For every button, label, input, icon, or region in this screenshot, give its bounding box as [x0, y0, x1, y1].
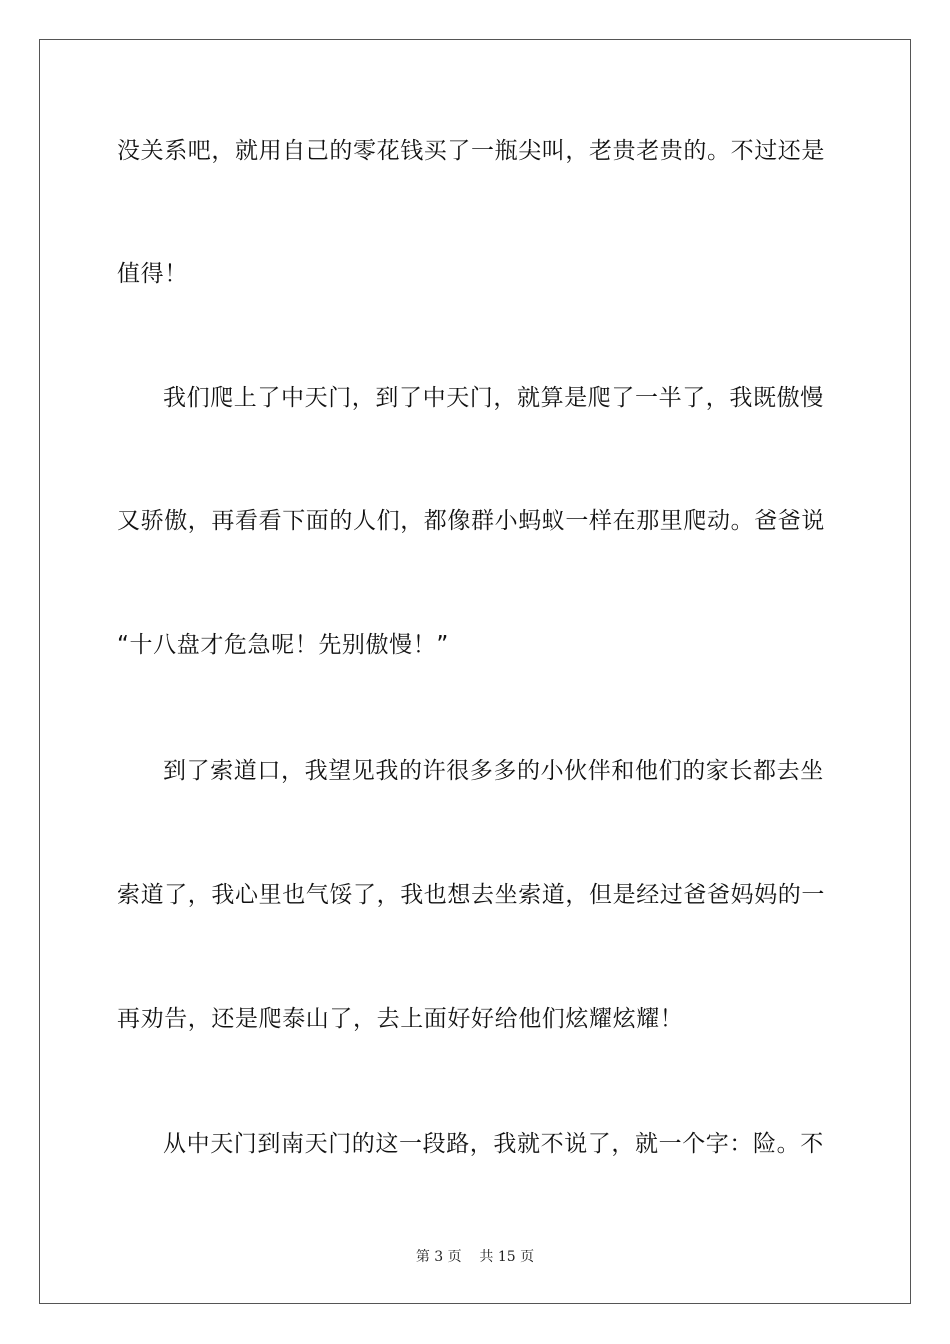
page-number-footer: 第 3 页 共 15 页 [415, 1249, 535, 1265]
text-line-7: 索道了，我心里也气馁了，我也想去坐索道，但是经过爸爸妈妈的一 [117, 882, 825, 908]
text-line-9: 从中天门到南天门的这一段路，我就不说了，就一个字：险。不 [163, 1131, 824, 1157]
text-line-8: 再劝告，还是爬泰山了，去上面好好给他们炫耀炫耀！ [117, 1006, 684, 1032]
text-line-4: 又骄傲，再看看下面的人们，都像群小蚂蚁一样在那里爬动。爸爸说 [117, 508, 825, 534]
text-line-6: 到了索道口，我望见我的许很多多的小伙伴和他们的家长都去坐 [163, 758, 824, 784]
text-line-3: 我们爬上了中天门，到了中天门，就算是爬了一半了，我既傲慢 [163, 385, 824, 411]
text-line-2: 值得！ [117, 261, 188, 287]
text-line-5: “十八盘才危急呢！先别傲慢！” [117, 632, 449, 658]
text-line-1: 没关系吧，就用自己的零花钱买了一瓶尖叫，老贵老贵的。不过还是 [117, 138, 825, 164]
page-border [39, 39, 911, 1304]
